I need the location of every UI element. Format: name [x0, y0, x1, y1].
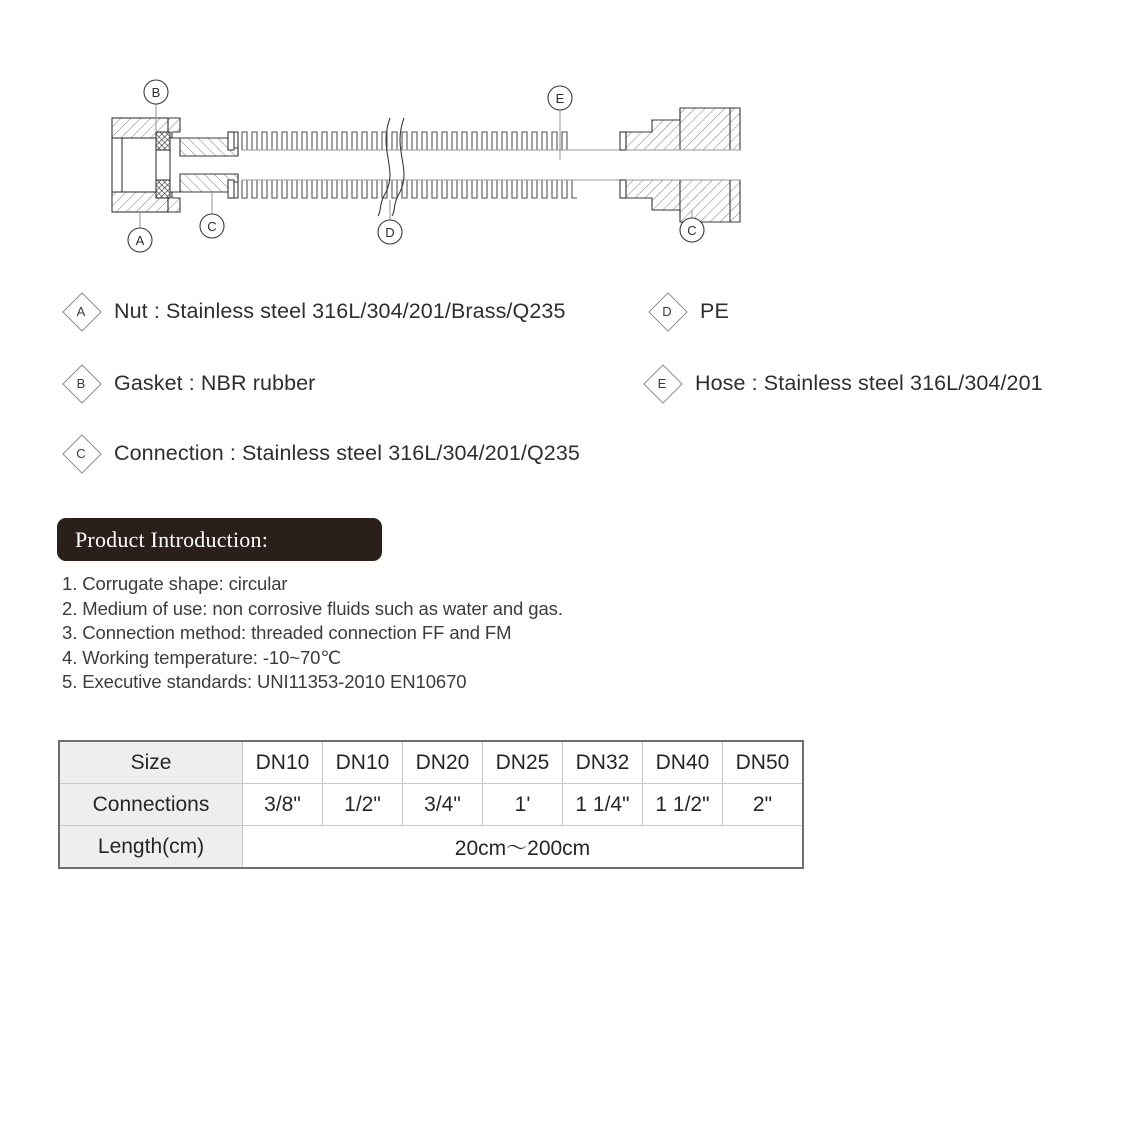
- diamond-letter: B: [76, 375, 86, 391]
- table-cell: 1 1/2": [643, 784, 723, 826]
- row-header-connections: Connections: [59, 784, 243, 826]
- connection-left-part: [170, 132, 238, 198]
- legend-item-e: [643, 364, 1043, 402]
- diamond-marker-d-icon: [648, 292, 686, 330]
- specification-table: [58, 740, 804, 869]
- table-row-connections: [59, 784, 803, 826]
- table-cell: 1/2": [323, 784, 403, 826]
- intro-line: 3. Connection method: threaded connection FF and FM: [62, 622, 512, 643]
- diamond-marker-c-icon: [62, 434, 100, 472]
- row-header-size: Size: [59, 741, 243, 784]
- gasket-part: [156, 132, 170, 198]
- table-cell: 3/8": [243, 784, 323, 826]
- table-row-size: [59, 741, 803, 784]
- diamond-letter: D: [662, 303, 672, 319]
- intro-line: 1. Corrugate shape: circular: [62, 573, 288, 594]
- diamond-letter: E: [657, 375, 667, 391]
- legend-item-b: [62, 364, 315, 402]
- table-cell: DN50: [723, 741, 804, 784]
- callout-balloon-c-right: [680, 218, 704, 242]
- intro-line: 2. Medium of use: non corrosive fluids such as water and gas.: [62, 597, 563, 619]
- svg-text:E: E: [555, 91, 565, 106]
- legend-item-d: [648, 292, 729, 330]
- table-cell: 2": [723, 784, 804, 826]
- svg-text:C: C: [687, 223, 697, 238]
- corrugated-hose-part: [242, 132, 622, 198]
- product-technical-drawing: [60, 60, 840, 270]
- diamond-marker-e-icon: [643, 364, 681, 402]
- callout-balloon-a: [128, 228, 152, 252]
- table-cell: 3/4": [403, 784, 483, 826]
- connection-right-part: [620, 108, 740, 222]
- table-cell: 1 1/4": [563, 784, 643, 826]
- product-introduction-banner: [57, 518, 382, 561]
- table-cell: DN25: [483, 741, 563, 784]
- product-introduction-list: [62, 572, 762, 695]
- callout-balloon-d: [378, 220, 402, 244]
- callout-balloon-e: [548, 86, 572, 110]
- svg-text:A: A: [135, 233, 145, 248]
- table-cell: DN10: [243, 741, 323, 784]
- legend-item-c: [62, 434, 580, 472]
- svg-text:B: B: [151, 85, 161, 100]
- callout-balloon-c-left: [200, 214, 224, 238]
- diamond-letter: C: [76, 445, 86, 461]
- table-cell-length-range: 20cm～200cm: [243, 826, 804, 869]
- diamond-marker-b-icon: [62, 364, 100, 402]
- table-cell: DN40: [643, 741, 723, 784]
- legend-text-b: Gasket : NBR rubber: [114, 370, 316, 395]
- legend-item-a: [62, 292, 566, 330]
- diamond-marker-a-icon: [62, 292, 100, 330]
- legend-text-c: Connection : Stainless steel 316L/304/201/Q235: [114, 440, 580, 465]
- table-cell: DN20: [403, 741, 483, 784]
- table-cell: DN10: [323, 741, 403, 784]
- table-row-length: [59, 826, 803, 869]
- intro-line: 4. Working temperature: -10~70℃: [62, 646, 342, 668]
- svg-text:D: D: [385, 225, 395, 240]
- intro-line: 5. Executive standards: UNI11353-2010 EN10670: [62, 671, 467, 692]
- row-header-length: Length(cm): [59, 826, 243, 869]
- table-cell: DN32: [563, 741, 643, 784]
- product-introduction-heading: Product Introduction:: [75, 526, 269, 552]
- legend-text-d: PE: [700, 298, 729, 323]
- svg-text:C: C: [207, 219, 217, 234]
- callout-balloon-b: [144, 80, 168, 104]
- table-cell: 1': [483, 784, 563, 826]
- legend-text-e: Hose : Stainless steel 316L/304/201: [695, 370, 1043, 395]
- diamond-letter: A: [76, 303, 86, 319]
- legend-text-a: Nut : Stainless steel 316L/304/201/Brass/Q235: [114, 298, 566, 323]
